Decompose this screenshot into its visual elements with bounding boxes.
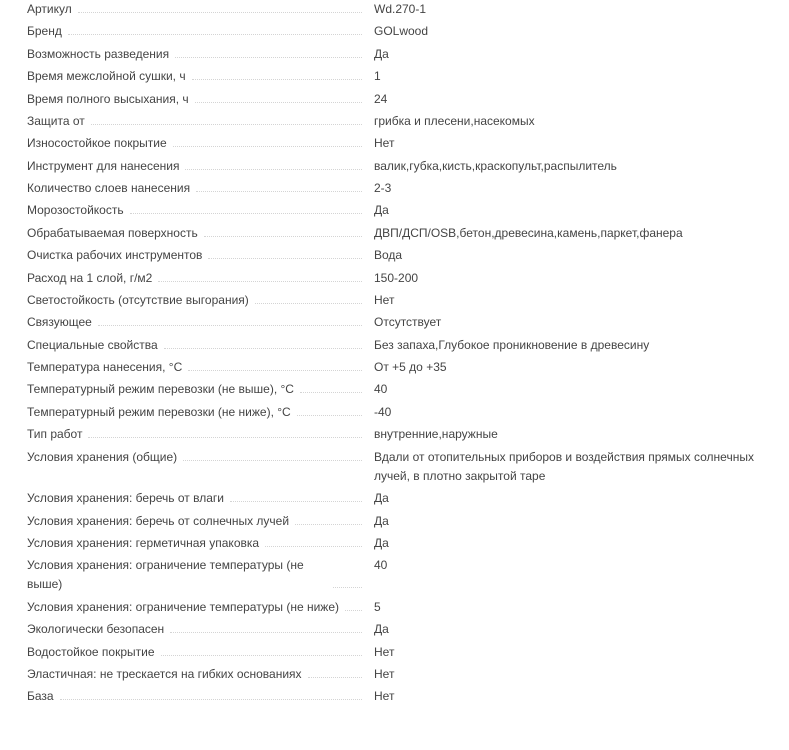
spec-value: Вода: [374, 248, 403, 262]
dotted-leader: [130, 213, 362, 214]
dotted-leader: [170, 632, 362, 633]
spec-name: Экологически безопасен: [27, 620, 170, 639]
spec-name: Количество слоев нанесения: [27, 179, 196, 198]
spec-value: Да: [374, 491, 389, 505]
spec-value: Да: [374, 622, 389, 636]
spec-name: Время полного высыхания, ч: [27, 90, 195, 109]
spec-name-cell: [27, 45, 374, 64]
spec-row: [27, 201, 767, 220]
spec-name-cell: [27, 224, 374, 243]
spec-name-cell: [27, 112, 374, 131]
spec-value: 40: [374, 382, 388, 396]
spec-value: Нет: [374, 645, 395, 659]
spec-value: 24: [374, 92, 388, 106]
spec-value: 40: [374, 558, 388, 572]
spec-value: грибка и плесени,насекомых: [374, 114, 535, 128]
spec-row: [27, 665, 767, 684]
spec-name-cell: [27, 512, 374, 531]
dotted-leader: [158, 281, 362, 282]
spec-value: Нет: [374, 667, 395, 681]
spec-name-cell: [27, 403, 374, 422]
spec-name-cell: [27, 179, 374, 198]
spec-name: Морозостойкость: [27, 201, 130, 220]
spec-row: [27, 687, 767, 706]
spec-row: [27, 643, 767, 662]
dotted-leader: [91, 124, 362, 125]
spec-name-cell: [27, 380, 374, 399]
spec-name: Эластичная: не трескается на гибких основаниях: [27, 665, 308, 684]
spec-row: [27, 22, 767, 41]
spec-name: Температура нанесения, °С: [27, 358, 188, 377]
spec-name: Условия хранения: ограничение температуры (не ниже): [27, 598, 345, 617]
spec-name: Температурный режим перевозки (не ниже), °С: [27, 403, 297, 422]
spec-name: Условия хранения: ограничение температуры (не выше): [27, 556, 333, 594]
spec-value: 2-3: [374, 181, 392, 195]
spec-value: ДВП/ДСП/OSB,бетон,древесина,камень,паркет,фанера: [374, 226, 683, 240]
spec-row: [27, 224, 767, 243]
spec-value: 1: [374, 69, 381, 83]
spec-name-cell: [27, 425, 374, 444]
spec-name: Обрабатываемая поверхность: [27, 224, 204, 243]
spec-name-cell: [27, 620, 374, 639]
dotted-leader: [295, 524, 362, 525]
spec-value: Да: [374, 47, 389, 61]
spec-row: [27, 313, 767, 332]
spec-row: [27, 45, 767, 64]
spec-value: Wd.270-1: [374, 2, 427, 16]
spec-name: Температурный режим перевозки (не выше), °С: [27, 380, 300, 399]
dotted-leader: [265, 546, 362, 547]
spec-name-cell: [27, 157, 374, 176]
spec-row: [27, 448, 767, 486]
dotted-leader: [308, 677, 362, 678]
spec-name-cell: [27, 534, 374, 553]
spec-name: Условия хранения: беречь от влаги: [27, 489, 230, 508]
spec-name-cell: [27, 358, 374, 377]
spec-name: Светостойкость (отсутствие выгорания): [27, 291, 255, 310]
dotted-leader: [333, 587, 362, 588]
spec-name: Тип работ: [27, 425, 88, 444]
spec-value: Вдали от отопительных приборов и воздействия прямых солнечных лучей, в плотно закрытой таре: [374, 450, 754, 483]
dotted-leader: [161, 655, 363, 656]
spec-name-cell: [27, 336, 374, 355]
spec-row: [27, 67, 767, 86]
spec-name-cell: [27, 643, 374, 662]
spec-name: Артикул: [27, 0, 78, 19]
dotted-leader: [297, 415, 362, 416]
dotted-leader: [98, 325, 362, 326]
spec-name: Износостойкое покрытие: [27, 134, 173, 153]
specifications-list: [27, 0, 767, 703]
dotted-leader: [173, 146, 362, 147]
dotted-leader: [255, 303, 362, 304]
spec-row: [27, 90, 767, 109]
spec-name-cell: [27, 269, 374, 288]
spec-row: [27, 269, 767, 288]
dotted-leader: [183, 460, 362, 461]
spec-name-cell: [27, 90, 374, 109]
dotted-leader: [88, 437, 362, 438]
spec-row: [27, 336, 767, 355]
spec-value: GOLwood: [374, 24, 429, 38]
spec-row: [27, 179, 767, 198]
dotted-leader: [195, 102, 362, 103]
dotted-leader: [204, 236, 362, 237]
spec-row: [27, 0, 767, 19]
dotted-leader: [78, 12, 362, 13]
spec-value: Да: [374, 514, 389, 528]
spec-name: Возможность разведения: [27, 45, 175, 64]
spec-name: Время межслойной сушки, ч: [27, 67, 192, 86]
spec-name-cell: [27, 665, 374, 684]
spec-name: Инструмент для нанесения: [27, 157, 185, 176]
spec-row: [27, 291, 767, 310]
spec-row: [27, 403, 767, 422]
spec-name-cell: [27, 67, 374, 86]
spec-value: 150-200: [374, 271, 419, 285]
dotted-leader: [208, 258, 362, 259]
spec-name: Условия хранения (общие): [27, 448, 183, 467]
dotted-leader: [60, 699, 362, 700]
dotted-leader: [345, 610, 362, 611]
dotted-leader: [164, 348, 362, 349]
spec-row: [27, 246, 767, 265]
spec-value: Без запаха,Глубокое проникновение в древесину: [374, 338, 650, 352]
spec-value: От +5 до +35: [374, 360, 447, 374]
dotted-leader: [300, 392, 362, 393]
spec-name-cell: [27, 22, 374, 41]
spec-value: Отсутствует: [374, 315, 442, 329]
spec-row: [27, 112, 767, 131]
dotted-leader: [230, 501, 362, 502]
spec-value: внутренние,наружные: [374, 427, 498, 441]
spec-value: Нет: [374, 689, 395, 703]
spec-row: [27, 157, 767, 176]
dotted-leader: [185, 169, 362, 170]
dotted-leader: [192, 79, 362, 80]
spec-name-cell: [27, 134, 374, 153]
spec-row: [27, 556, 767, 594]
spec-name-cell: [27, 0, 374, 19]
spec-name: Связующее: [27, 313, 98, 332]
spec-name-cell: [27, 598, 374, 617]
spec-name-cell: [27, 246, 374, 265]
dotted-leader: [196, 191, 362, 192]
spec-value: Да: [374, 536, 389, 550]
spec-name: Бренд: [27, 22, 68, 41]
spec-name: Расход на 1 слой, г/м2: [27, 269, 158, 288]
dotted-leader: [188, 370, 362, 371]
spec-value: Да: [374, 203, 389, 217]
spec-name-cell: [27, 291, 374, 310]
spec-name: Очистка рабочих инструментов: [27, 246, 208, 265]
spec-row: [27, 620, 767, 639]
dotted-leader: [68, 34, 362, 35]
dotted-leader: [175, 57, 362, 58]
spec-value: -40: [374, 405, 392, 419]
spec-name: Водостойкое покрытие: [27, 643, 161, 662]
spec-name: Специальные свойства: [27, 336, 164, 355]
spec-name: Условия хранения: герметичная упаковка: [27, 534, 265, 553]
spec-name: База: [27, 687, 60, 706]
spec-row: [27, 598, 767, 617]
spec-row: [27, 358, 767, 377]
spec-value: Нет: [374, 136, 395, 150]
spec-name: Защита от: [27, 112, 91, 131]
spec-value: валик,губка,кисть,краскопульт,распылитель: [374, 159, 617, 173]
spec-name-cell: [27, 687, 374, 706]
spec-name-cell: [27, 448, 374, 467]
spec-row: [27, 512, 767, 531]
spec-row: [27, 534, 767, 553]
spec-value: Нет: [374, 293, 395, 307]
spec-row: [27, 134, 767, 153]
spec-value: 5: [374, 600, 381, 614]
spec-row: [27, 380, 767, 399]
spec-name-cell: [27, 556, 374, 594]
spec-name: Условия хранения: беречь от солнечных лучей: [27, 512, 295, 531]
spec-name-cell: [27, 489, 374, 508]
spec-row: [27, 489, 767, 508]
spec-name-cell: [27, 313, 374, 332]
spec-row: [27, 425, 767, 444]
spec-name-cell: [27, 201, 374, 220]
